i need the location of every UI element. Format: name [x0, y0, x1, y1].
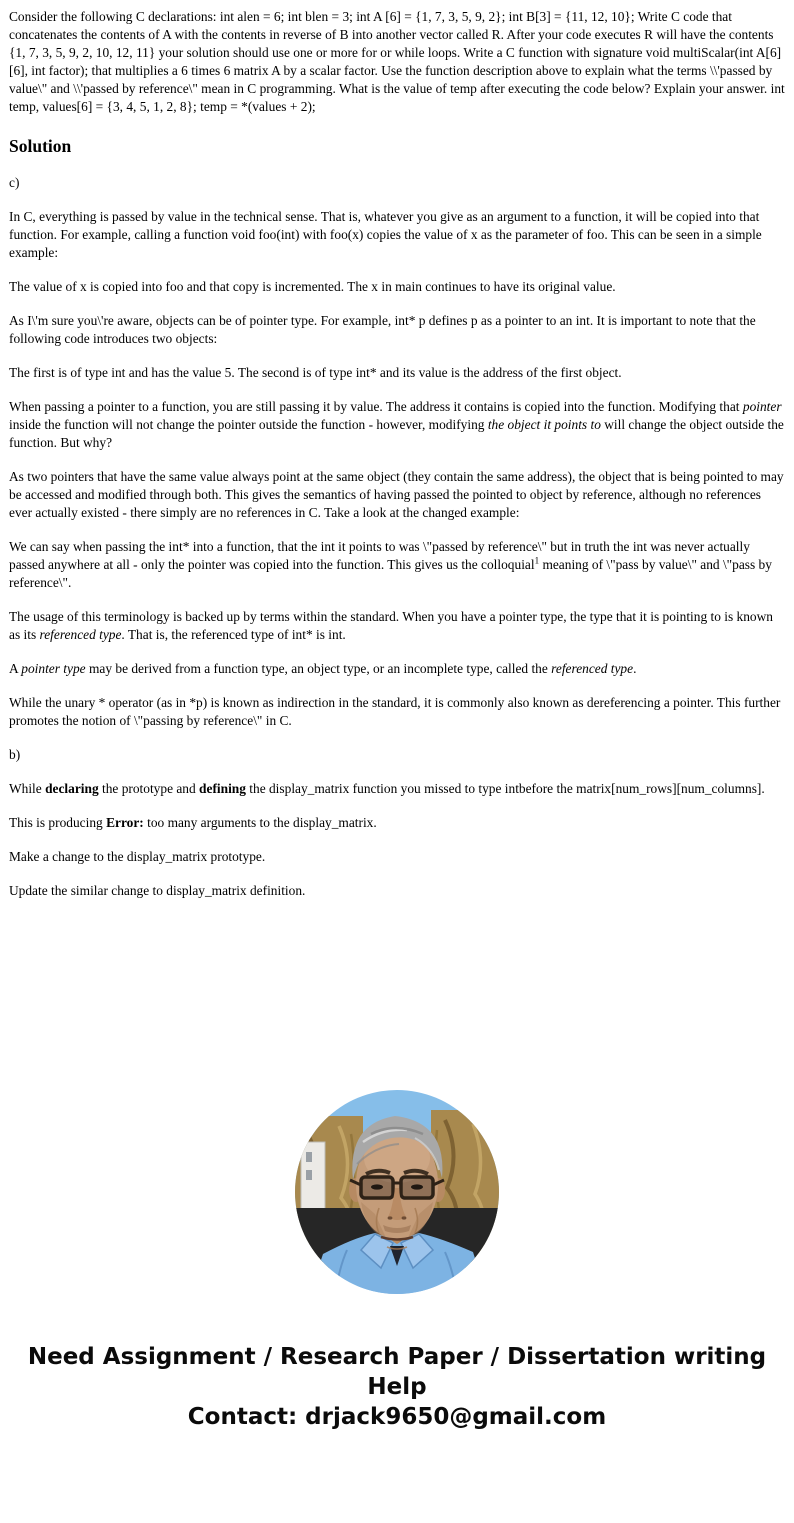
portrait-image [295, 1090, 499, 1294]
footer-contact-email: Contact: drjack9650@gmail.com [187, 1404, 607, 1430]
solution-paragraph: This is producing Error: too many arguments to the display_matrix. [9, 815, 377, 830]
solution-paragraph: When passing a pointer to a function, you are still passing it by value. The address it contains is copied into the function. Modifying that pointer inside the function will not change the pointer outside the function - however, modifying the object it points to will change the object outside the function. But why? [9, 399, 784, 450]
question-text: Consider the following C declarations: int alen = 6; int blen = 3; int A [6] = {1, 7, 3, 5, 9, 2}; int B[3] = {11, 12, 10}; Write C code that concatenates the contents of A with the contents in reverse of B into another vector called R. After your code executes R will have the contents {1, 7, 3, 5, 9, 2, 10, 12, 11} your solution should use one or more for or while loops. Write a C function with signature void multiScalar(int A[6][6], int factor); that multiplies a 6 times 6 matrix A by a scalar factor. Use the function description above to explain what the terms \\'passed by value\" and \\'passed by reference\" mean in C programming. What is the value of temp after executing the code below? Explain your answer. int temp, values[6] = {3, 4, 5, 1, 2, 8}; temp = *(values + 2); [9, 9, 785, 114]
solution-paragraph: As two pointers that have the same value always point at the same object (they contain the same address), the object that is being pointed to may be accessed and modified through both. This gives the semantics of having passed the pointed to object by reference, although no references ever actually existed - there simply are no references in C. Take a look at the changed example: [9, 469, 784, 520]
part-label-b: b) [9, 747, 21, 762]
solution-paragraph: As I\'m sure you\'re aware, objects can be of pointer type. For example, int* p defines p as a pointer to an int. It is important to note that the following code introduces two objects: [9, 313, 756, 346]
solution-paragraph: Make a change to the display_matrix prototype. [9, 849, 266, 864]
solution-paragraph: Update the similar change to display_matrix definition. [9, 883, 306, 898]
solution-heading: Solution [9, 136, 72, 156]
profile-photo [295, 1090, 499, 1294]
solution-paragraph: While declaring the prototype and defining the display_matrix function you missed to type intbefore the matrix[num_rows][num_columns]. [9, 781, 765, 796]
solution-paragraph: While the unary * operator (as in *p) is known as indirection in the standard, it is commonly also known as dereferencing a pointer. This further promotes the notion of \"passing by reference\" in C. [9, 695, 781, 728]
solution-paragraph: The usage of this terminology is backed up by terms within the standard. When you have a pointer type, the type that it is pointing to is known as its referenced type. That is, the referenced type of int* is int. [9, 609, 773, 642]
solution-paragraph: In C, everything is passed by value in the technical sense. That is, whatever you give as an argument to a function, it will be copied into that function. For example, calling a function void foo(int) with foo(x) copies the value of x as the parameter of foo. This can be seen in a simple example: [9, 209, 762, 260]
solution-paragraph: We can say when passing the int* into a function, that the int it points to was \"passed by reference\" but in truth the int was never actually passed anywhere at all - only the pointer was copied into the function. This gives us the colloquial$^1$ meaning of \"pass by value\" and \"pass by reference\". [9, 539, 772, 590]
footer-help-text: Need Assignment / Research Paper / Dissertation writing Help [27, 1344, 767, 1400]
solution-paragraph: The value of x is copied into foo and that copy is incremented. The x in main continues to have its original value. [9, 279, 616, 294]
part-label-c: c) [9, 175, 20, 190]
footer-ad [20, 1342, 775, 1432]
solution-paragraph: A pointer type may be derived from a function type, an object type, or an incomplete type, called the referenced type. [9, 661, 637, 676]
solution-paragraph: The first is of type int and has the value 5. The second is of type int* and its value is the address of the first object. [9, 365, 622, 380]
